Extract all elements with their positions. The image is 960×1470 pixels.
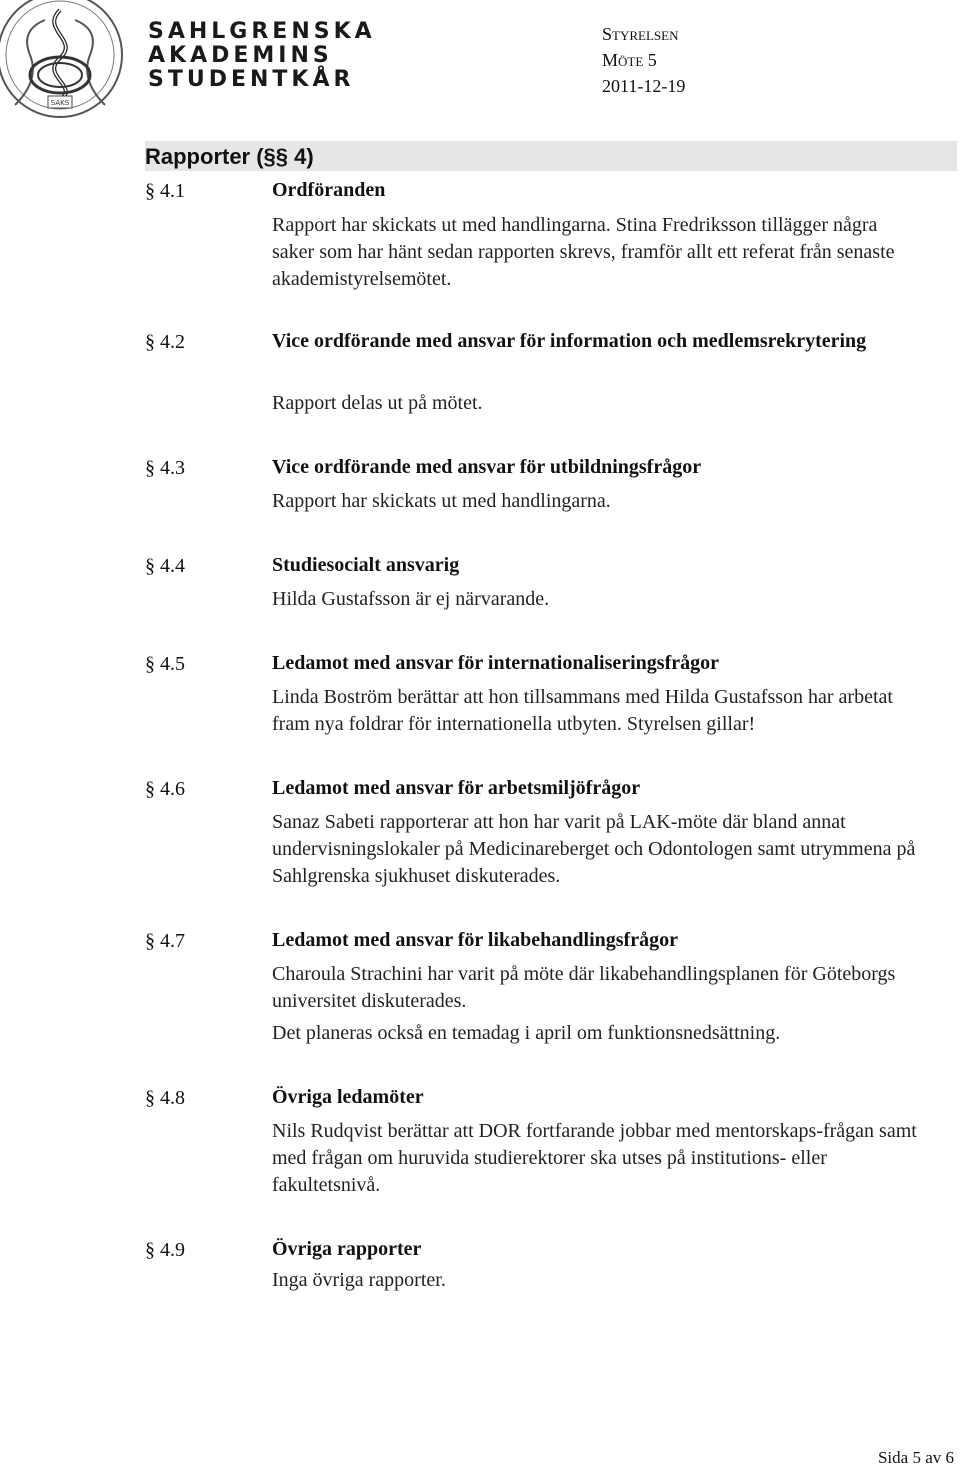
meeting-meta [602,21,685,99]
item-title: Ledamot med ansvar för internationaliseringsfrågor [272,652,720,674]
item-paragraph: Linda Boström berättar att hon tillsammans med Hilda Gustafsson har arbetat fram nya foldrar för internationella utbyten. Styrelsen gillar! [272,686,893,735]
meeting-date: 2011-12-19 [602,76,686,96]
item-number: § 4.5 [145,653,185,675]
item-paragraph: Sanaz Sabeti rapporterar att hon har varit på LAK-möte där bland annat undervisningslokaler på Medicinareberget och Odontologen samt utrymmena på Sahlgrenska sjukhuset diskuterades. [272,811,916,887]
section-header: Rapporter (§§ 4) [145,141,957,171]
item-title: Studiesocialt ansvarig [272,554,460,576]
org-name-line-2: AKADEMINS [148,43,333,68]
item-number: § 4.2 [145,331,185,353]
item-number: § 4.8 [145,1087,185,1109]
item-number: § 4.7 [145,930,185,952]
item-paragraph: Hilda Gustafsson är ej närvarande. [272,588,550,610]
org-name-line-1: SAHLGRENSKA [148,19,376,44]
meeting-board: Styrelsen [602,24,679,44]
report-item [145,454,945,515]
item-paragraph: Charoula Strachini har varit på möte där likabehandlingsplanen för Göteborgs universitet diskuterades. [272,963,896,1012]
item-paragraph: Rapport har skickats ut med handlingarna. Stina Fredriksson tillägger några saker som har hänt sedan rapporten skrevs, framför allt ett referat från senaste akademistyrelsemötet. [272,214,895,290]
report-item [145,927,945,1047]
report-item [145,328,945,417]
item-number: § 4.3 [145,457,185,479]
item-title: Övriga ledamöter [272,1086,424,1108]
report-item [145,1084,945,1199]
organization-name [148,20,376,92]
item-title: Ordföranden [272,179,386,201]
meeting-number: Möte 5 [602,50,657,70]
report-item [145,1236,945,1294]
item-title: Ledamot med ansvar för likabehandlingsfrågor [272,929,678,951]
item-number: § 4.9 [145,1239,185,1261]
item-paragraph: Rapport delas ut på mötet. [272,392,483,414]
org-name-line-3: STUDENTKÅR [148,67,355,92]
item-number: § 4.4 [145,555,185,577]
report-item [145,552,945,613]
org-seal-logo [0,0,130,120]
item-title: Vice ordförande med ansvar för utbildningsfrågor [272,456,702,478]
item-title: Vice ordförande med ansvar för information och medlemsrekrytering [272,330,867,352]
item-paragraph: Det planeras också en temadag i april om funktionsnedsättning. [272,1022,781,1044]
item-paragraph: Rapport har skickats ut med handlingarna. [272,490,611,512]
report-item [145,650,945,738]
page-number: Sida 5 av 6 [877,1448,954,1467]
report-item [145,177,945,293]
report-item [145,775,945,890]
item-paragraph: Inga övriga rapporter. [272,1269,446,1291]
item-title: Ledamot med ansvar för arbetsmiljöfrågor [272,777,641,799]
item-paragraph: Nils Rudqvist berättar att DOR fortfarande jobbar med mentorskaps-frågan samt med frågan om huruvida studierektorer ska utses på institutions- eller fakultetsnivå. [272,1120,917,1196]
item-title: Övriga rapporter [272,1238,422,1260]
item-number: § 4.1 [145,180,185,202]
seal-text: SAKS [50,99,70,107]
item-number: § 4.6 [145,778,185,800]
